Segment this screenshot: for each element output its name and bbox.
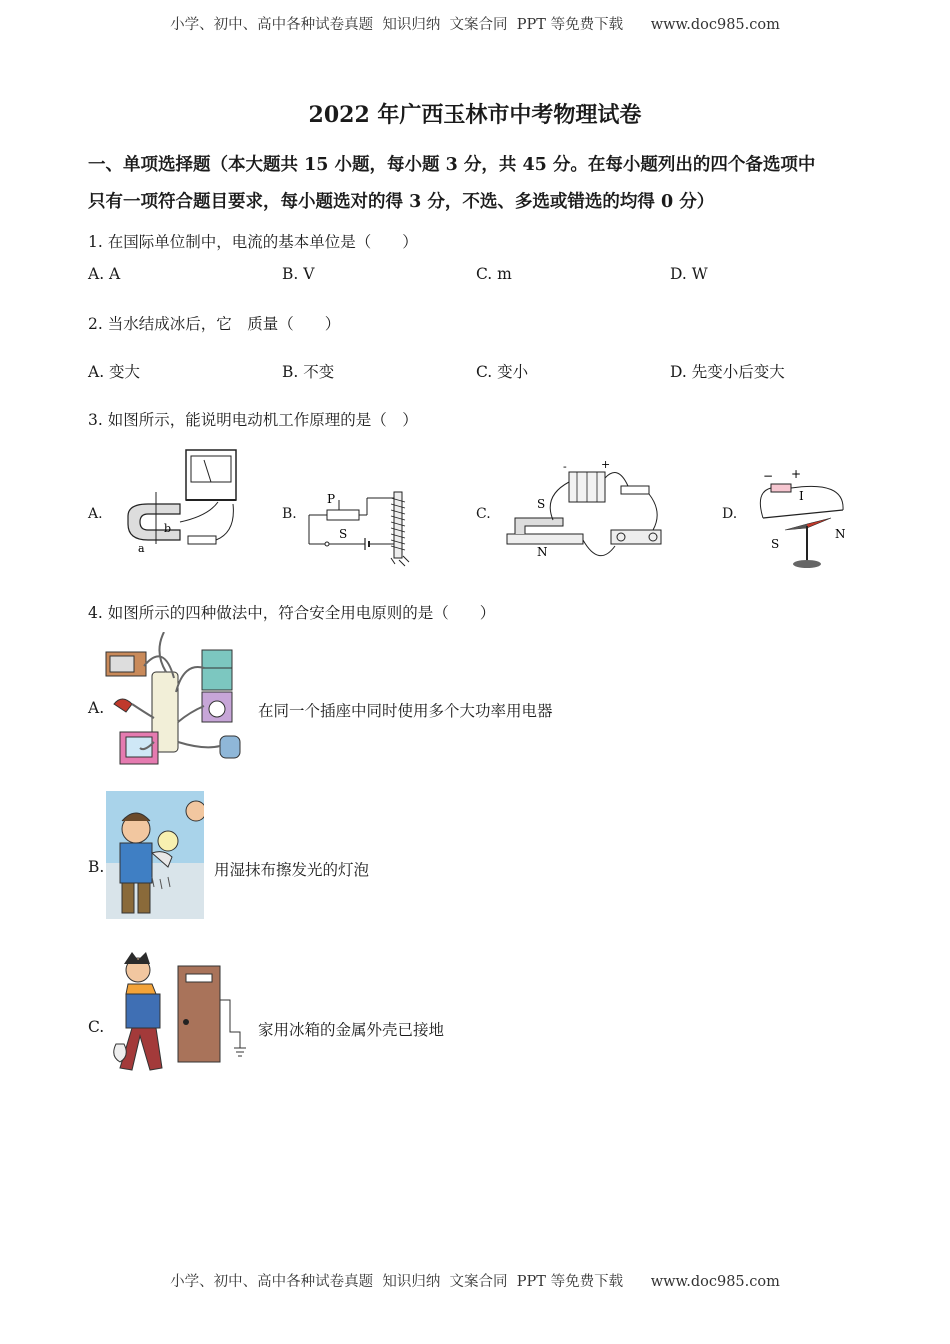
q3-figure-b-electromagnet-circuit bbox=[305, 486, 420, 568]
question-3-stem: 3. 如图所示，能说明电动机工作原理的是（ ） bbox=[88, 411, 418, 429]
q1-option-c: C. m bbox=[476, 265, 512, 283]
question-4-stem: 4. 如图所示的四种做法中，符合安全用电原则的是（ ） bbox=[88, 604, 496, 622]
q3-figure-d-oersted-experiment bbox=[755, 466, 855, 572]
q4-option-c-letter: C. bbox=[88, 1018, 105, 1036]
q1-option-b: B. V bbox=[282, 265, 315, 283]
q4-option-a-letter: A. bbox=[88, 699, 105, 717]
question-1-stem: 1. 在国际单位制中，电流的基本单位是（ ） bbox=[88, 233, 418, 251]
page-footer: 小学、初中、高中各种试卷真题 知识归纳 文案合同 PPT 等免费下载 www.doc985.com bbox=[170, 1274, 780, 1290]
q4-option-b-text: 用湿抹布擦发光的灯泡 bbox=[214, 861, 370, 879]
q2-option-b: B. 不变 bbox=[282, 363, 335, 381]
grounded-fridge-illustration bbox=[106, 952, 252, 1076]
label-b: b bbox=[164, 522, 172, 535]
label-d-n: N bbox=[835, 527, 846, 541]
q2-option-a: A. 变大 bbox=[88, 363, 141, 381]
q3-figure-a-induction-apparatus bbox=[118, 444, 240, 556]
q2-option-c: C. 变小 bbox=[476, 363, 529, 381]
page-title: 2022 年广西玉林市中考物理试卷 bbox=[308, 102, 642, 128]
q3-option-d: D. bbox=[722, 506, 738, 522]
label-c-minus: - bbox=[563, 460, 567, 473]
label-a: a bbox=[138, 542, 145, 555]
section-heading-line-2: 只有一项符合题目要求，每小题选对的得 3 分，不选、多选或错选的均得 0 分） bbox=[88, 192, 715, 212]
q4-option-c-text: 家用冰箱的金属外壳已接地 bbox=[258, 1021, 445, 1039]
overloaded-socket-illustration bbox=[104, 632, 248, 772]
label-d-s: S bbox=[771, 537, 780, 551]
q3-option-b: B. bbox=[282, 506, 297, 522]
label-c-s: S bbox=[537, 497, 546, 511]
q3-figure-c-motor-apparatus bbox=[503, 456, 668, 568]
label-p: P bbox=[327, 492, 336, 506]
question-2-stem: 2. 当水结成冰后，它 质量（ ） bbox=[88, 315, 341, 333]
q3-option-c: C. bbox=[476, 506, 491, 522]
q4-option-b-letter: B. bbox=[88, 858, 105, 876]
q1-option-d: D. W bbox=[670, 265, 708, 283]
q2-option-d: D. 先变小后变大 bbox=[670, 363, 785, 381]
label-d-minus: − bbox=[763, 469, 774, 483]
label-c-n: N bbox=[537, 545, 548, 559]
label-c-plus: + bbox=[601, 458, 611, 471]
q4-option-a-text: 在同一个插座中同时使用多个大功率用电器 bbox=[258, 702, 553, 720]
section-heading-line-1: 一、单项选择题（本大题共 15 小题，每小题 3 分，共 45 分。在每小题列出的四个备选项中 bbox=[88, 155, 816, 175]
label-s: S bbox=[339, 527, 348, 541]
section-heading bbox=[88, 147, 858, 221]
wet-cloth-bulb-illustration bbox=[106, 791, 204, 919]
label-d-i: I bbox=[799, 489, 804, 503]
page-header: 小学、初中、高中各种试卷真题 知识归纳 文案合同 PPT 等免费下载 www.doc985.com bbox=[170, 17, 780, 33]
q1-option-a: A. A bbox=[88, 265, 121, 283]
label-d-plus: + bbox=[791, 467, 802, 481]
q3-option-a: A. bbox=[88, 506, 103, 522]
